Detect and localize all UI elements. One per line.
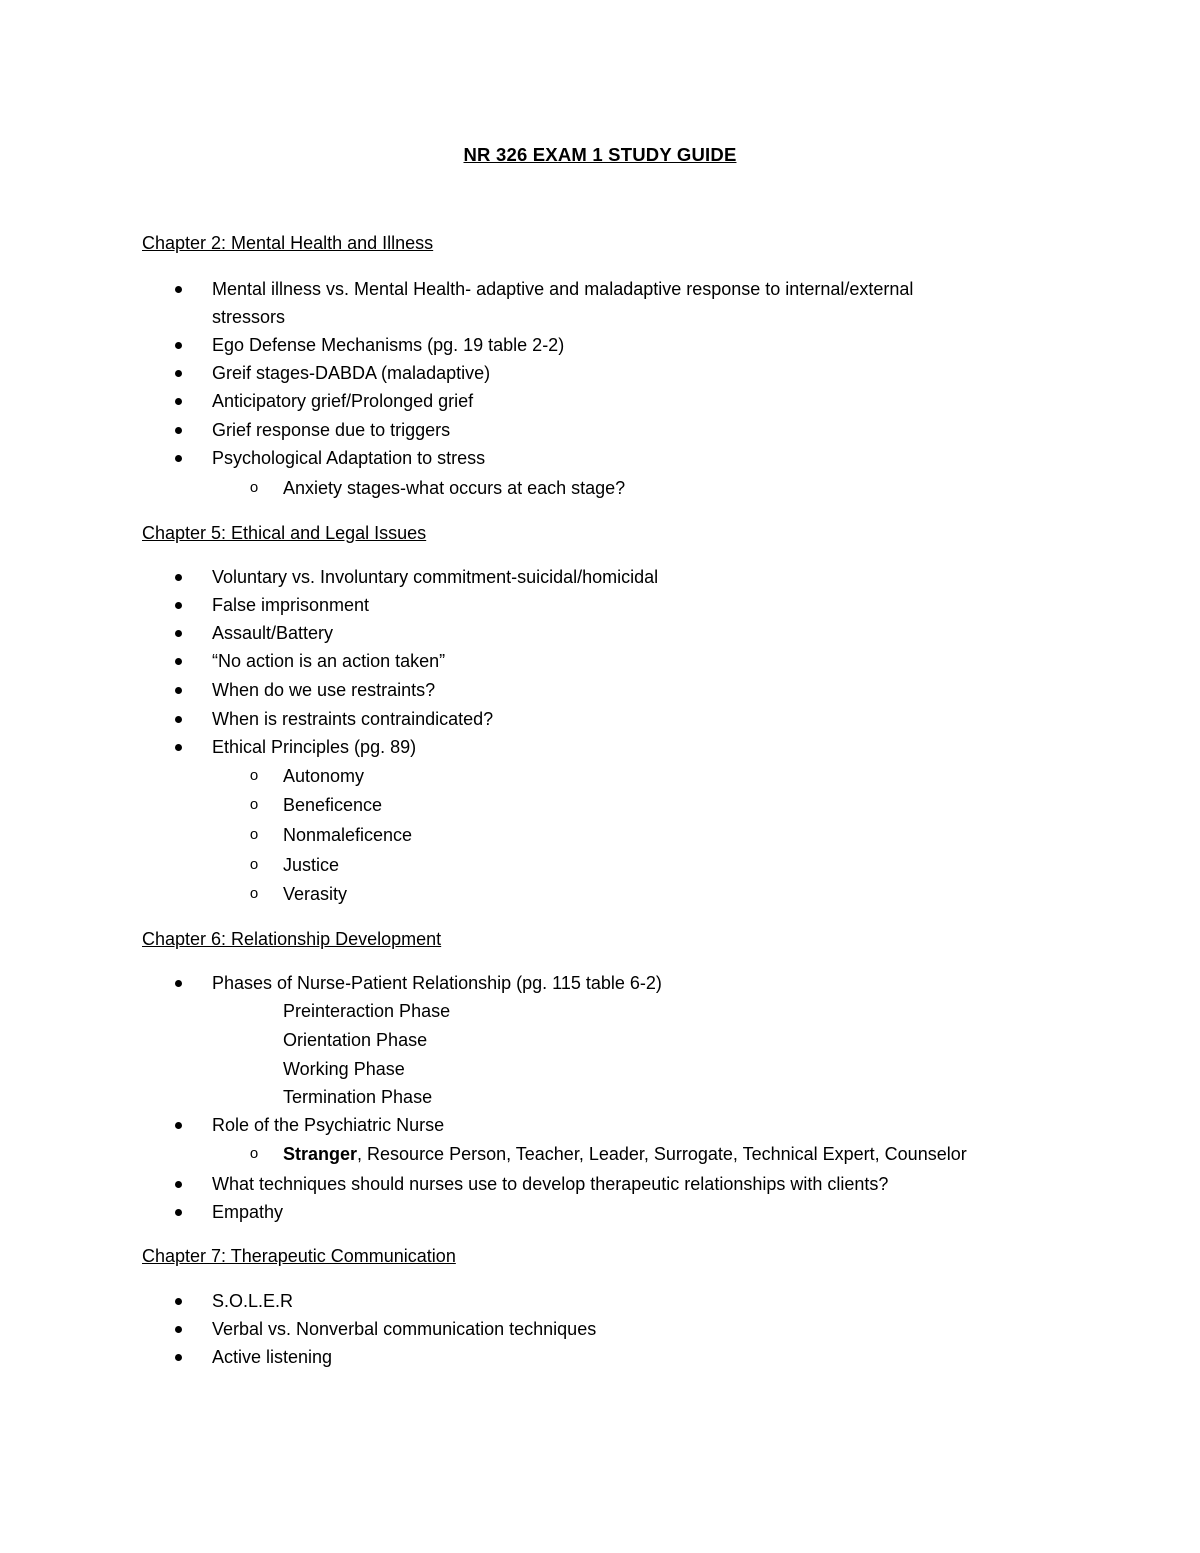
chapter-2-heading: Chapter 2: Mental Health and Illness (142, 233, 434, 253)
sub-bullet-icon: o (249, 767, 259, 784)
list-item: Ego Defense Mechanisms (pg. 19 table 2-2) (212, 335, 565, 355)
bullet-icon (171, 1172, 185, 1196)
phase-item: Working Phase (283, 1059, 405, 1079)
bullet-icon (171, 446, 185, 470)
sub-list-item: Beneficence (283, 795, 383, 815)
list-item: False imprisonment (212, 595, 370, 615)
sub-list-item: Anxiety stages-what occurs at each stage? (283, 478, 626, 498)
phase-item: Orientation Phase (283, 1030, 428, 1050)
list-item: Active listening (212, 1347, 333, 1367)
sub-list-item: Justice (283, 855, 340, 875)
list-item: Grief response due to triggers (212, 420, 451, 440)
list-item: Phases of Nurse-Patient Relationship (pg. 115 table 6-2) (212, 973, 662, 993)
list-item: Verbal vs. Nonverbal communication techniques (212, 1319, 597, 1339)
list-item: Assault/Battery (212, 623, 334, 643)
sub-list-item-roles (283, 1142, 967, 1166)
bullet-icon (171, 735, 185, 759)
bullet-icon (171, 565, 185, 589)
phase-item: Termination Phase (283, 1087, 433, 1107)
list-item: S.O.L.E.R (212, 1291, 294, 1311)
list-item: What techniques should nurses use to develop therapeutic relationships with clients? (212, 1174, 889, 1194)
list-item: Voluntary vs. Involuntary commitment-suicidal/homicidal (212, 567, 659, 587)
bullet-icon (171, 649, 185, 673)
bullet-icon (171, 389, 185, 413)
sub-bullet-icon: o (249, 885, 259, 902)
sub-bullet-icon: o (249, 1145, 259, 1162)
bullet-icon (171, 621, 185, 645)
list-item: Mental illness vs. Mental Health- adaptive and maladaptive response to internal/external (212, 279, 914, 299)
list-item-continuation: stressors (212, 307, 286, 327)
sub-list-item: Nonmaleficence (283, 825, 413, 845)
sub-list-item: Verasity (283, 884, 348, 904)
bullet-icon (171, 707, 185, 731)
bullet-icon (171, 361, 185, 385)
sub-bullet-icon: o (249, 826, 259, 843)
bullet-icon (171, 593, 185, 617)
list-item: When do we use restraints? (212, 680, 436, 700)
bullet-icon (171, 333, 185, 357)
chapter-6-heading: Chapter 6: Relationship Development (142, 929, 442, 949)
bullet-icon (171, 1289, 185, 1313)
sub-list-item: Autonomy (283, 766, 365, 786)
sub-bullet-icon: o (249, 796, 259, 813)
roles-rest: , Resource Person, Teacher, Leader, Surrogate, Technical Expert, Counselor (357, 1144, 967, 1164)
role-stranger: Stranger (283, 1144, 358, 1164)
bullet-icon (171, 1345, 185, 1369)
list-item: “No action is an action taken” (212, 651, 446, 671)
list-item: Empathy (212, 1202, 284, 1222)
sub-bullet-icon: o (249, 856, 259, 873)
chapter-5-heading: Chapter 5: Ethical and Legal Issues (142, 523, 427, 543)
list-item: Psychological Adaptation to stress (212, 448, 486, 468)
list-item: Role of the Psychiatric Nurse (212, 1115, 445, 1135)
list-item: Anticipatory grief/Prolonged grief (212, 391, 474, 411)
list-item: Greif stages-DABDA (maladaptive) (212, 363, 491, 383)
bullet-icon (171, 678, 185, 702)
list-item: When is restraints contraindicated? (212, 709, 494, 729)
bullet-icon (171, 1113, 185, 1137)
sub-bullet-icon: o (249, 479, 259, 496)
bullet-icon (171, 1317, 185, 1341)
bullet-icon (171, 277, 185, 301)
bullet-icon (171, 1200, 185, 1224)
bullet-icon (171, 971, 185, 995)
list-item: Ethical Principles (pg. 89) (212, 737, 417, 757)
phase-item: Preinteraction Phase (283, 1001, 451, 1021)
document-title: NR 326 EXAM 1 STUDY GUIDE (463, 144, 737, 165)
chapter-7-heading: Chapter 7: Therapeutic Communication (142, 1246, 456, 1266)
bullet-icon (171, 418, 185, 442)
